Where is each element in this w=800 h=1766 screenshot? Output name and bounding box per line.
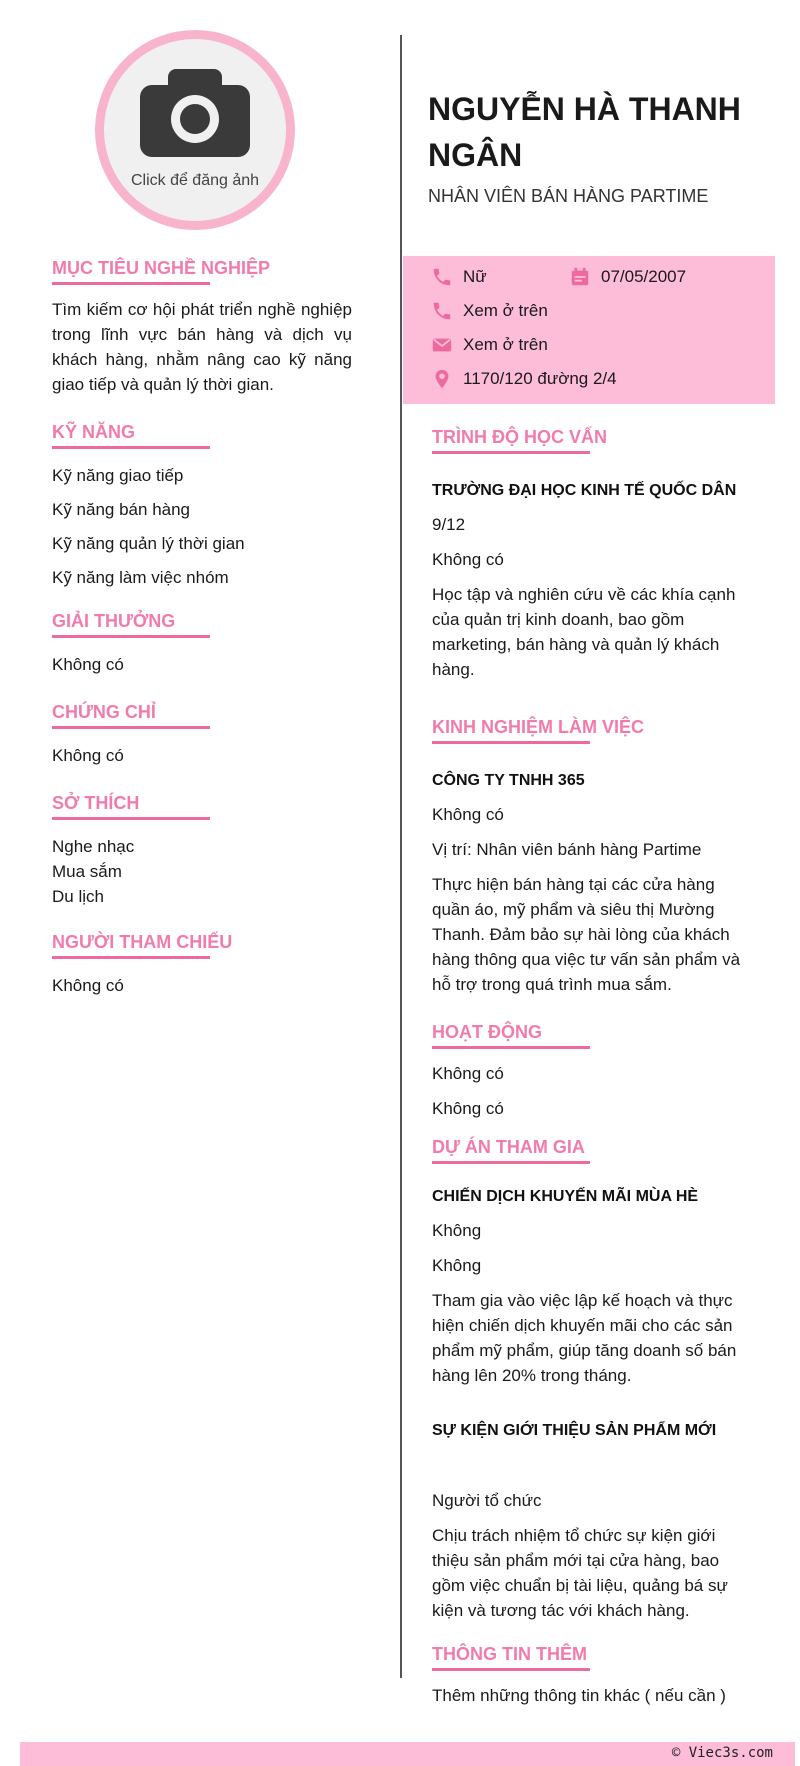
- email-value: Xem ở trên: [463, 335, 548, 354]
- section-title: CHỨNG CHỈ: [52, 702, 352, 729]
- more-info-text: Thêm những thông tin khác ( nếu cần ): [432, 1686, 726, 1705]
- section-title: TRÌNH ĐỘ HỌC VẤN: [432, 427, 752, 454]
- candidate-name: NGUYỄN HÀ THANH NGÂN: [428, 91, 741, 173]
- job-title: NHÂN VIÊN BÁN HÀNG PARTIME: [428, 186, 709, 206]
- hobbies-section: [52, 793, 352, 909]
- phone-value: Xem ở trên: [463, 301, 548, 320]
- section-title: HOẠT ĐỘNG: [432, 1022, 752, 1049]
- project-description: Chịu trách nhiệm tổ chức sự kiện giới thiệu sản phẩm mới tại cửa hàng, bao gồm việc chuẩn bị tài liệu, quảng bá sự kiện và tương tác với khách hàng.: [432, 1526, 728, 1620]
- experience-time: Không có: [432, 805, 504, 824]
- column-divider: [400, 35, 402, 1678]
- experience-section: [432, 717, 752, 997]
- experience-description: Thực hiện bán hàng tại các cửa hàng quần áo, mỹ phẩm và siêu thị Mường Thanh. Đảm bảo sự hài lòng của khách hàng thông qua việc tư vấn sản phẩm và hỗ trợ trong quá trình mua sắm.: [432, 875, 741, 994]
- section-title: DỰ ÁN THAM GIA: [432, 1137, 752, 1164]
- school-name: TRƯỜNG ĐẠI HỌC KINH TẾ QUỐC DÂN: [432, 482, 737, 499]
- education-description: Học tập và nghiên cứu về các khía cạnh của quản trị kinh doanh, bao gồm marketing, bán hàng và quản lý khách hàng.: [432, 585, 736, 679]
- hobby-item: Nghe nhạc: [52, 837, 135, 856]
- experience-position: Vị trí: Nhân viên bánh hàng Partime: [432, 840, 702, 859]
- footer-bar: [20, 1742, 795, 1766]
- calendar-icon: [569, 266, 591, 288]
- project-line: Không: [432, 1256, 482, 1275]
- gender-value: Nữ: [463, 267, 487, 286]
- dob-value: 07/05/2007: [601, 267, 687, 286]
- project-name: SỰ KIỆN GIỚI THIỆU SẢN PHẨM MỚI: [432, 1422, 717, 1439]
- hobby-item: Mua sắm: [52, 862, 122, 881]
- camera-icon: [140, 67, 250, 157]
- phone-icon: [431, 300, 453, 322]
- location-icon: [431, 368, 453, 390]
- section-title: THÔNG TIN THÊM: [432, 1644, 772, 1671]
- education-grade: 9/12: [432, 515, 466, 534]
- avatar-upload[interactable]: [95, 30, 295, 230]
- section-title: SỞ THÍCH: [52, 793, 352, 820]
- phone-row: [431, 300, 548, 322]
- objective-section: [52, 258, 352, 397]
- dob-row: [569, 266, 686, 288]
- skill-item: Kỹ năng làm việc nhóm: [52, 568, 229, 587]
- project-line: Không: [432, 1221, 482, 1240]
- project-name: CHIẾN DỊCH KHUYẾN MÃI MÙA HÈ: [432, 1188, 699, 1205]
- skill-item: Kỹ năng giao tiếp: [52, 466, 184, 485]
- objective-text: Tìm kiếm cơ hội phát triển nghề nghiệp trong lĩnh vực bán hàng và dịch vụ khách hàng, nhằm nâng cao kỹ năng giao tiếp và quản lý thời gian.: [52, 300, 352, 394]
- education-section: [432, 427, 752, 682]
- references-text: Không có: [52, 976, 124, 995]
- section-title: MỤC TIÊU NGHỀ NGHIỆP: [52, 258, 352, 285]
- activity-line: Không có: [432, 1099, 504, 1118]
- more-info-section: [432, 1644, 772, 1708]
- project-description: Tham gia vào việc lập kế hoạch và thực hiện chiến dịch khuyến mãi cho các sản phẩm mỹ phẩm, giúp tăng doanh số bán hàng lên 20% trong tháng.: [432, 1291, 737, 1385]
- phone-icon: [431, 266, 453, 288]
- section-title: KỸ NĂNG: [52, 422, 352, 449]
- hobby-item: Du lịch: [52, 887, 104, 906]
- activities-section: [432, 1022, 752, 1121]
- certificates-section: [52, 702, 352, 768]
- section-title: NGƯỜI THAM CHIẾU: [52, 932, 352, 959]
- skill-item: Kỹ năng quản lý thời gian: [52, 534, 245, 553]
- email-row: [431, 334, 548, 356]
- awards-section: [52, 611, 352, 677]
- section-title: GIẢI THƯỞNG: [52, 611, 352, 638]
- company-name: CÔNG TY TNHH 365: [432, 772, 585, 789]
- footer-text: © Viec3s.com: [671, 1745, 773, 1761]
- certificates-text: Không có: [52, 746, 124, 765]
- activity-line: Không có: [432, 1064, 504, 1083]
- avatar-click-label: Click để đăng ảnh: [130, 172, 260, 189]
- references-section: [52, 932, 352, 998]
- project-role: Người tổ chức: [432, 1491, 542, 1510]
- gender-row: [431, 266, 487, 288]
- contact-box: [403, 256, 775, 404]
- education-major: Không có: [432, 550, 504, 569]
- skill-item: Kỹ năng bán hàng: [52, 500, 191, 519]
- awards-text: Không có: [52, 655, 124, 674]
- address-row: [431, 368, 617, 390]
- address-value: 1170/120 đường 2/4: [463, 369, 617, 388]
- projects-section: [432, 1137, 752, 1623]
- skills-section: [52, 422, 352, 590]
- mail-icon: [431, 334, 453, 356]
- section-title: KINH NGHIỆM LÀM VIỆC: [432, 717, 752, 744]
